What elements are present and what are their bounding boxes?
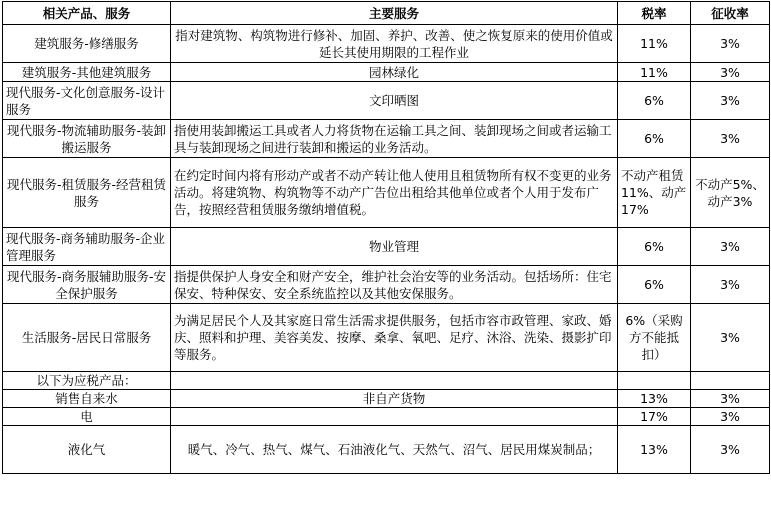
section-label: 以下为应税产品： — [3, 372, 171, 390]
service-cell: 物业管理 — [171, 228, 618, 266]
levy-rate-cell: 3% — [691, 266, 770, 304]
tax-rate-table — [2, 1, 770, 474]
table-header-row — [3, 2, 770, 25]
section-row — [3, 372, 770, 390]
table-row — [3, 408, 770, 426]
header-levy-rate: 征收率 — [691, 2, 770, 25]
levy-rate-cell: 3% — [691, 82, 770, 120]
levy-rate-cell: 3% — [691, 120, 770, 158]
tax-rate-cell: 13% — [618, 426, 691, 474]
table-row — [3, 228, 770, 266]
tax-rate-cell: 6% — [618, 120, 691, 158]
tax-rate-cell: 6%（采购方不能抵扣） — [618, 304, 691, 372]
product-cell: 建筑服务-其他建筑服务 — [3, 63, 171, 82]
tax-rate-cell: 11% — [618, 63, 691, 82]
table-row — [3, 63, 770, 82]
empty-cell — [618, 372, 691, 390]
service-cell: 暖气、冷气、热气、煤气、石油液化气、天然气、沼气、居民用煤炭制品； — [171, 426, 618, 474]
levy-rate-cell: 3% — [691, 228, 770, 266]
empty-cell — [171, 372, 618, 390]
service-cell: 非自产货物 — [171, 390, 618, 408]
product-cell: 现代服务-文化创意服务-设计服务 — [3, 82, 171, 120]
product-cell: 现代服务-商务辅助服务-企业管理服务 — [3, 228, 171, 266]
product-cell: 现代服务-租赁服务-经营租赁服务 — [3, 158, 171, 228]
tax-rate-cell: 6% — [618, 228, 691, 266]
tax-rate-cell: 6% — [618, 266, 691, 304]
levy-rate-cell: 3% — [691, 304, 770, 372]
product-cell: 现代服务-物流辅助服务-装卸搬运服务 — [3, 120, 171, 158]
levy-rate-cell: 3% — [691, 426, 770, 474]
levy-rate-cell: 3% — [691, 408, 770, 426]
product-cell: 液化气 — [3, 426, 171, 474]
levy-rate-cell: 3% — [691, 390, 770, 408]
header-service: 主要服务 — [171, 2, 618, 25]
empty-cell — [691, 372, 770, 390]
table-row — [3, 390, 770, 408]
product-cell: 销售自来水 — [3, 390, 171, 408]
product-cell: 电 — [3, 408, 171, 426]
levy-rate-cell: 不动产5%、动产3% — [691, 158, 770, 228]
tax-rate-cell: 13% — [618, 390, 691, 408]
tax-rate-cell: 11% — [618, 25, 691, 63]
header-product: 相关产品、服务 — [3, 2, 171, 25]
table-row — [3, 120, 770, 158]
table-row — [3, 82, 770, 120]
service-cell: 在约定时间内将有形动产或者不动产转让他人使用且租赁物所有权不变更的业务活动。将建筑物、构筑物等不动产广告位出租给其他单位或者个人用于发布广告，按照经营租赁服务缴纳增值税。 — [171, 158, 618, 228]
service-cell: 指使用装卸搬运工具或者人力将货物在运输工具之间、装卸现场之间或者运输工具与装卸现场之间进行装卸和搬运的业务活动。 — [171, 120, 618, 158]
levy-rate-cell: 3% — [691, 25, 770, 63]
tax-rate-cell: 不动产租赁11%、动产17% — [618, 158, 691, 228]
service-cell: 指提供保护人身安全和财产安全，维护社会治安等的业务活动。包括场所：住宅保安、特种保安、安全系统监控以及其他安保服务。 — [171, 266, 618, 304]
table-row — [3, 266, 770, 304]
table-row — [3, 304, 770, 372]
header-tax-rate: 税率 — [618, 2, 691, 25]
product-cell: 现代服务-商务服辅助服务-安全保护服务 — [3, 266, 171, 304]
service-cell: 为满足居民个人及其家庭日常生活需求提供服务，包括市容市政管理、家政、婚庆、照料和护理、美容美发、按摩、桑拿、氧吧、足疗、沐浴、洗染、摄影扩印等服务。 — [171, 304, 618, 372]
table-row — [3, 158, 770, 228]
tax-rate-cell: 6% — [618, 82, 691, 120]
service-cell: 园林绿化 — [171, 63, 618, 82]
levy-rate-cell: 3% — [691, 63, 770, 82]
table-row — [3, 426, 770, 474]
product-cell: 建筑服务-修缮服务 — [3, 25, 171, 63]
service-cell: 文印晒图 — [171, 82, 618, 120]
tax-rate-cell: 17% — [618, 408, 691, 426]
product-cell: 生活服务-居民日常服务 — [3, 304, 171, 372]
service-cell: 指对建筑物、构筑物进行修补、加固、养护、改善、使之恢复原来的使用价值或延长其使用期限的工程作业 — [171, 25, 618, 63]
table-row — [3, 25, 770, 63]
service-cell — [171, 408, 618, 426]
